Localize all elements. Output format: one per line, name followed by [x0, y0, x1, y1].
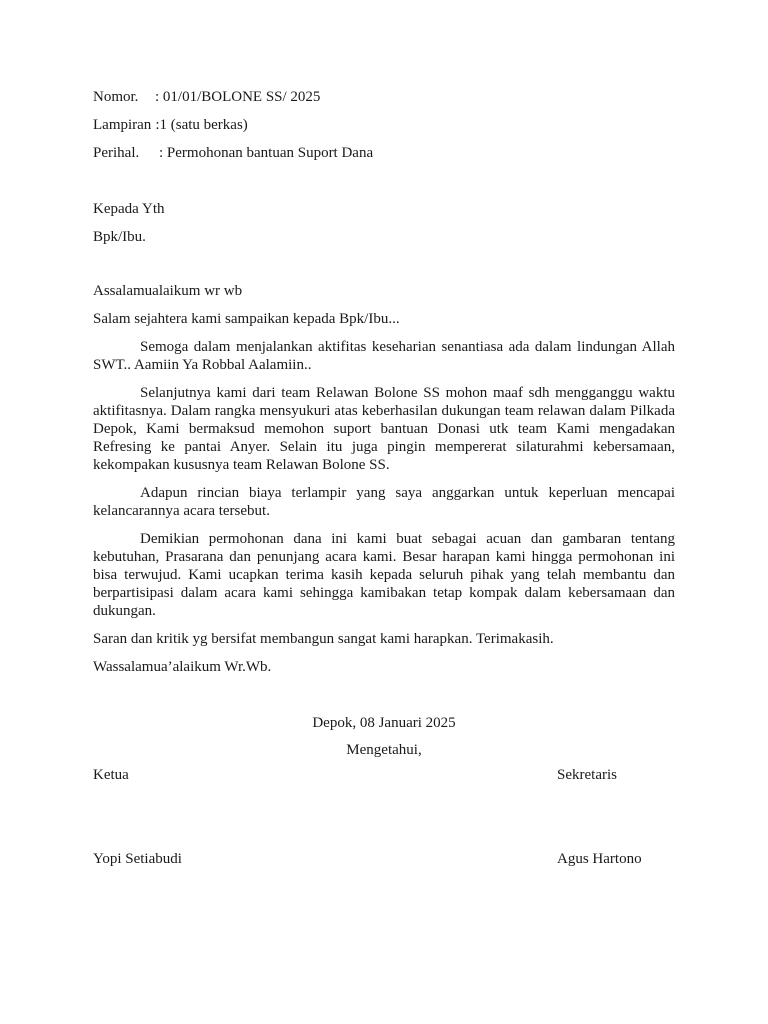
perihal-value: : Permohonan bantuan Suport Dana — [159, 145, 374, 161]
perihal-label: Perihal. — [93, 145, 140, 161]
closing: Wassalamua’alaikum Wr.Wb. — [93, 659, 272, 675]
nomor-line — [93, 88, 320, 106]
greeting: Assalamualaikum wr wb — [93, 283, 243, 299]
lampiran-line — [93, 116, 248, 134]
lampiran-label: Lampiran — [93, 117, 152, 133]
right-title: Sekretaris — [557, 767, 617, 783]
right-name: Agus Hartono — [557, 851, 642, 867]
paragraph-3: Adapun rincian biaya terlampir yang saya anggarkan untuk keperluan mencapai kelancarannya acara tersebut. — [93, 485, 675, 519]
nomor-label: Nomor. — [93, 89, 139, 105]
salam-line: Salam sejahtera kami sampaikan kepada Bpk/Ibu... — [93, 311, 400, 327]
left-name: Yopi Setiabudi — [93, 851, 182, 867]
letter-body — [93, 282, 675, 686]
acknowledged: Mengetahui, — [346, 742, 422, 758]
perihal-line — [93, 144, 373, 162]
recipient-line-1: Kepada Yth — [93, 201, 165, 217]
paragraph-2: Selanjutnya kami dari team Relawan Bolone SS mohon maaf sdh mengganggu waktu aktifitasnya. Dalam rangka mensyukuri atas keberhasilan dukungan team relawan dalam Pilkada Depok, Kami bermaksud memohon suport bantuan Donasi utk team Kami mengadakan Refresing ke pantai Anyer. Selain itu juga pingin mempererat silaturahmi kebersamaan, kekompakan kususnya team Relawan Bolone SS. — [93, 385, 675, 473]
place-date: Depok, 08 Januari 2025 — [312, 715, 456, 731]
recipient-line-2: Bpk/Ibu. — [93, 229, 146, 245]
nomor-value: : 01/01/BOLONE SS/ 2025 — [155, 89, 321, 105]
paragraph-5: Saran dan kritik yg bersifat membangun sangat kami harapkan. Terimakasih. — [93, 631, 554, 647]
paragraph-1: Semoga dalam menjalankan aktifitas keseharian senantiasa ada dalam lindungan Allah SWT.. Aamiin Ya Robbal Aalamiin.. — [93, 339, 675, 373]
left-title: Ketua — [93, 767, 129, 783]
paragraph-4: Demikian permohonan dana ini kami buat sebagai acuan dan gambaran tentang kebutuhan, Prasarana dan penunjang acara kami. Besar harapan kami hingga permohonan ini bisa terwujud. Kami ucapkan terima kasih kepada seluruh pihak yang telah membantu dan berpartisipasi dalam acara kami sehingga kamibakan tetap kompak dalam kebersamaan dan dukungan. — [93, 531, 675, 619]
lampiran-value: :1 (satu berkas) — [155, 117, 248, 133]
